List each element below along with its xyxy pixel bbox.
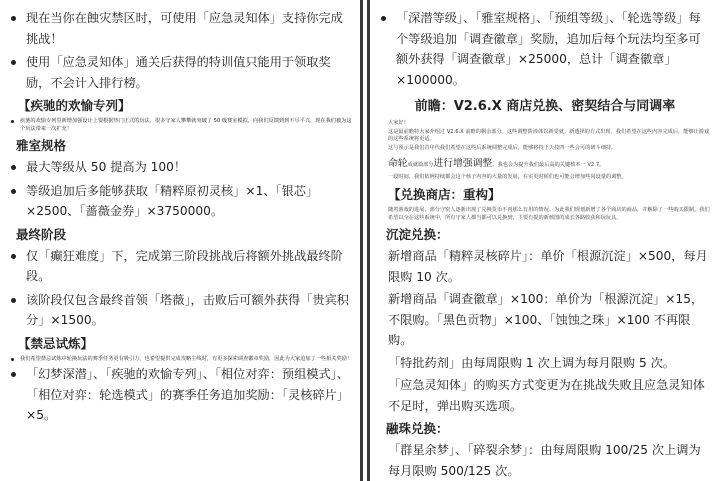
- list-item: 等级追加后多能够获取「精粹原初灵核」×1、「银芯」×2500、「蔷薇金券」×3750000。: [8, 181, 352, 222]
- list-item: 使用「应急灵知体」通关后获得的特训值只能用于领取奖励，不会计入排行榜。: [8, 52, 352, 93]
- paragraph: 「应急灵知体」的购买方式变更为在挑战失败且应急灵知体不足时，弹出购买选项。: [388, 378, 705, 413]
- subsection-list: [8, 157, 352, 222]
- subsection-heading: 沉淀兑换：: [386, 227, 449, 243]
- paragraph: 「特批药剂」由每周限购 1 次上调为每月限购 5 次。: [388, 355, 675, 370]
- list-item: 该阶段仅包含最终首领「塔薇」，击败后可额外获得「贵宾积分」×1500。: [8, 290, 352, 331]
- list-item: 最大等级从 50 提高为 100！: [8, 157, 352, 178]
- page-title: 前瞻：V2.6.X 商店兑换、密契结合与同调率: [414, 99, 676, 114]
- list-item: 仅「癫狂难度」下，完成第三阶段挑战后将额外挑战最终阶段。: [8, 246, 352, 287]
- subsection-heading: 融珠兑换：: [386, 421, 449, 437]
- list-item: 疾驰的欢愉专列里新增加强设计上要根据热门正式的玩法，很多守家人攀攀就突破了 50 级赛室模拟。向我们反馈到到不尽平兴，现在我们被为这个玩法带来一次扩充！: [8, 118, 352, 133]
- paragraph: 新增商品「调查徽章」×100：单价为「根源沉淀」×15，不限购。「黑色贡物」×100、「蚀蚀之珠」×100 不再限购。: [388, 292, 704, 348]
- section-note-list: [8, 356, 352, 364]
- section-note: 随着游戏的进展，部分守密人逐新出现了兑换货币不再那么有用的情况。为此我们规划新增了各个商店的商品，并解除了一些购买限制。我们希望以全在这些系统中，所有守家人都当都可以兑换到，主要有提的新核图的成长各路收获和玩玩具。: [388, 206, 710, 221]
- list-item: 我们希望禁忌试炼中轮换玩法的赛季任务更有吸引力，也希望提供完成攻略主线时，有更多探索调查徽章奖励，因此为大家追加了一些相关奖励！: [8, 356, 352, 364]
- mixed-text: 进行增强调整: [433, 158, 493, 170]
- list-item: 「幻梦深潜」、「疾驰的欢愉专列」、「相位对弈：预组模式」、「相位对弈：轮选模式」的赛季任务追加奖励：「灵核碎片」×5。: [8, 364, 352, 426]
- subsection-heading: 最终阶段: [16, 226, 67, 242]
- mixed-text: 成就篇部分: [407, 162, 434, 169]
- note-line: 一段时间，我们依例持续都会这个核子内容的大量的发展，在实更时候们也可能会增加些同设量的调整。: [388, 174, 627, 181]
- mixed-text: 命轮: [388, 158, 408, 170]
- mixed-size-line: [388, 154, 712, 172]
- subsection-list: [8, 246, 352, 331]
- intro-line: 大家好！: [388, 120, 409, 126]
- mixed-text: 。我也会为提升我们最后高的关键核本一 V2.7。: [492, 162, 605, 169]
- right-page: [370, 0, 720, 481]
- section-heading: 【禁忌试炼】: [18, 335, 94, 351]
- section-heading: 【兑换商店：重构】: [388, 186, 501, 202]
- page-gutter: [360, 0, 370, 481]
- left-top-list: [8, 8, 352, 93]
- paragraph: 新增商品「精粹灵核碎片」：单价「根源沉淀」×500，每月限购 10 次。: [388, 249, 708, 284]
- list-item: 「深潜等级」、「雅室规格」、「预组等级」、「轮选等级」每个等级追加「调查徽章」奖励，追加后每个玩法均至多可额外获得「调查徽章」×25000，总计「调查徽章」×100000。: [378, 8, 712, 90]
- intro-line: 这是最前瞻特大家介绍过 V2.6.X 前瞻的剩余部分。这些调整阶涉体以新受就。新透择的方式出现，我们希望在这些内容完成后，能够让游戏的这些系统将更适。: [388, 128, 710, 143]
- subsection-heading: 雅室规格: [16, 138, 67, 153]
- list-item: 现在当你在蝕灾禁区时，可使用「应急灵知体」支持你完成挑战！: [8, 8, 352, 49]
- section-list: [8, 364, 352, 426]
- right-top-list: [378, 8, 712, 90]
- section-note-list: [8, 118, 352, 133]
- paragraph: 「群星余梦」、「碎裂余梦」：由每周限购 100/25 次上调为每月限购 500/125 次。: [388, 443, 701, 478]
- section-heading: 【疾驰的欢愉专列】: [18, 98, 131, 113]
- intro-line: 这与预示是我们首年代我们希望在这些后系统调整完成后，能够将持王天技四一些会可的研斗细持。: [388, 144, 617, 151]
